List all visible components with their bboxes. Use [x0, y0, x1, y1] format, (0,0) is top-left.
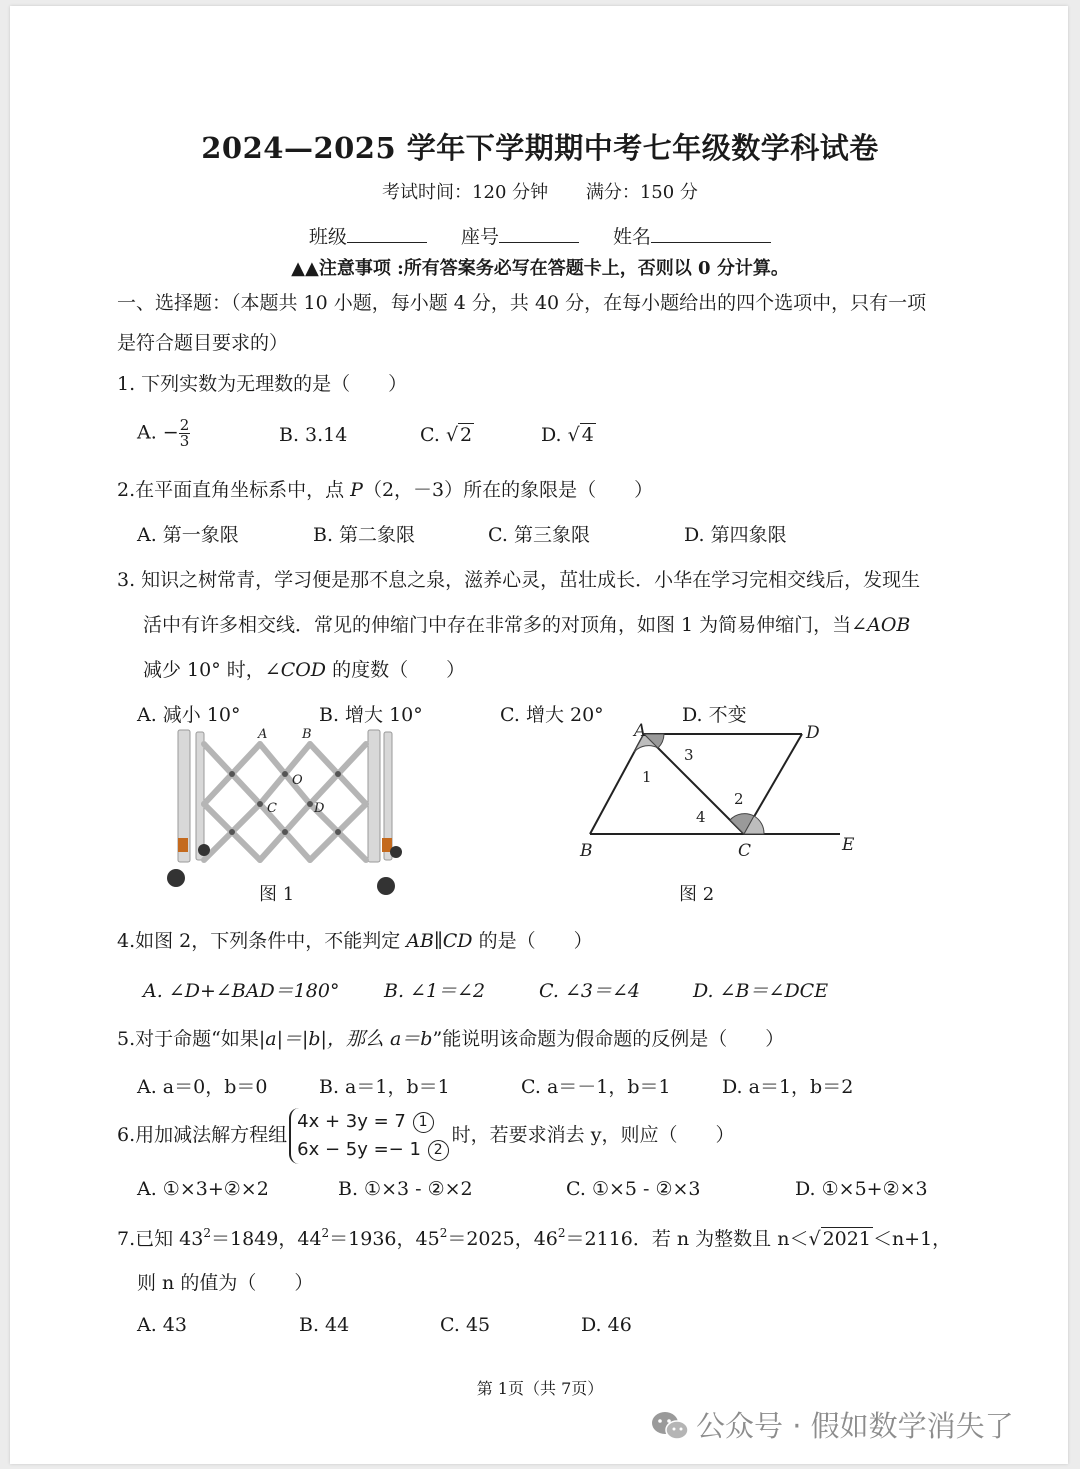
- q4-stem-var: AB∥CD: [406, 930, 473, 952]
- q6-option-d: D. ①×5+②×3: [795, 1178, 928, 1200]
- q6-eq2-text: 6x − 5y =− 1: [297, 1139, 421, 1160]
- fig2-angle-1: 1: [642, 768, 652, 786]
- q3-option-c: C. 增大 20°: [500, 704, 604, 726]
- fig1-label-c: C: [267, 801, 277, 816]
- q1-option-d: [541, 424, 596, 446]
- q7-option-c: C. 45: [440, 1314, 491, 1336]
- q4-stem: [117, 926, 593, 953]
- q7-p3: ＝2025，46: [447, 1228, 558, 1250]
- q7-option-d: D. 46: [581, 1314, 632, 1336]
- q3-line1: 3. 知识之树常青，学习便是那不息之泉，滋养心灵，茁壮成长．小华在学习完相交线后，发现生: [117, 569, 921, 591]
- q2-option-a: A. 第一象限: [137, 524, 239, 546]
- figure1-caption: 图 1: [259, 884, 295, 905]
- figure2-caption: 图 2: [679, 884, 715, 905]
- q7-line2: 则 n 的值为（ ）: [137, 1272, 314, 1294]
- q4-stem-pre: 4.如图 2，下列条件中，不能判定: [117, 930, 407, 952]
- q3-line3: [143, 655, 465, 682]
- q6-eq2: [297, 1136, 450, 1164]
- seat-label: 座号: [460, 226, 499, 248]
- name-label: 姓名: [613, 226, 652, 248]
- watermark: [650, 1404, 1014, 1445]
- gate-wheel-right-back-icon: [390, 846, 402, 858]
- q6-eq1-mark: 1: [413, 1112, 434, 1133]
- gate-left-post-inner: [196, 732, 204, 860]
- student-fields: [0, 222, 1080, 249]
- q6-option-c: C. ①×5 - ②×3: [566, 1178, 701, 1200]
- gate-wheel-left-icon: [167, 869, 185, 887]
- q7-p2: ＝1936，45: [329, 1228, 440, 1250]
- fig2-line-ac: [644, 734, 744, 834]
- q3-option-a: A. 减小 10°: [137, 704, 241, 726]
- q7-radicand: 2021: [822, 1228, 871, 1250]
- q7-option-a: A. 43: [137, 1314, 187, 1336]
- q3-line3-pre: 减少 10° 时，∠: [143, 659, 281, 681]
- q7-exp4: 2: [557, 1226, 566, 1240]
- q2-stem-var: P: [350, 479, 363, 501]
- q2-option-c: C. 第三象限: [488, 524, 590, 546]
- q6-stem: [117, 1108, 734, 1164]
- q3-line3-var: COD: [280, 659, 327, 681]
- q1-d-radicand: 4: [581, 424, 594, 446]
- q3-option-d: D. 不变: [682, 704, 747, 726]
- fig2-angle-3: 3: [684, 746, 694, 764]
- q6-stem-post: 时，若要求消去 y，则应（ ）: [451, 1124, 735, 1146]
- q1-a-num: 2: [179, 416, 190, 434]
- q7-p1: ＝1849，44: [211, 1228, 322, 1250]
- q7-exp3: 2: [439, 1226, 448, 1240]
- q5-stem: [117, 1024, 784, 1051]
- q4-option-a: A. ∠D+∠BAD＝180°: [143, 980, 340, 1002]
- q3-line2-pre: 活中有许多相交线．常见的伸缩门中存在非常多的对顶角，如图 1 为简易伸缩门，当∠: [143, 614, 868, 636]
- exam-title: 2024—2025 学年下学期期中考七年级数学科试卷: [201, 131, 879, 165]
- q1-d-label: D. √: [541, 424, 580, 446]
- figure1-retractable-gate: [160, 720, 420, 900]
- class-label: 班级: [308, 226, 347, 248]
- q6-eq1-text: 4x + 3y = 7: [297, 1111, 406, 1132]
- q2-stem: [117, 475, 653, 502]
- q5-option-c: C. a＝－1，b＝1: [521, 1076, 671, 1098]
- gate-left-foot: [178, 838, 188, 852]
- q4-option-c: C. ∠3＝∠4: [539, 980, 640, 1002]
- full-score: 满分：150 分: [585, 182, 698, 203]
- watermark-text: 公众号 · 假如数学消失了: [696, 1409, 1014, 1443]
- class-blank[interactable]: [347, 224, 427, 243]
- page-number: 第 1页（共 7页）: [476, 1379, 604, 1398]
- name-blank[interactable]: [651, 224, 771, 243]
- q3-line2: [143, 610, 910, 637]
- gate-right-post-outer: [368, 730, 380, 862]
- q2-option-d: D. 第四象限: [684, 524, 787, 546]
- q7-pre: 7.已知 43: [117, 1228, 204, 1250]
- fig2-label-e: E: [842, 835, 855, 855]
- q5-option-b: B. a＝1，b＝1: [319, 1076, 450, 1098]
- q5-stem-post: ”能说明该命题为假命题的反例是（ ）: [432, 1028, 785, 1050]
- q1-a-den: 3: [179, 432, 190, 450]
- q4-option-d: D. ∠B＝∠DCE: [693, 980, 829, 1002]
- q5-stem-pre: 5.对于命题“如果|: [117, 1028, 266, 1050]
- fig1-label-d: D: [314, 801, 325, 816]
- q1-stem: 1. 下列实数为无理数的是（ ）: [117, 373, 408, 395]
- q7-p5: ＜n+1，: [872, 1228, 952, 1250]
- section1-instructions-line1: 一、选择题：（本题共 10 小题，每小题 4 分，共 40 分，在每小题给出的四个选项中，只有一项: [117, 292, 927, 314]
- gate-wheel-right-icon: [377, 877, 395, 895]
- q1-a-fraction: [179, 418, 191, 449]
- q3-line2-var: AOB: [867, 614, 911, 636]
- fig2-label-b: B: [580, 841, 593, 861]
- gate-lattice: [204, 744, 366, 860]
- q6-eq2-mark: 2: [428, 1140, 449, 1161]
- q6-option-a: A. ①×3+②×2: [137, 1178, 269, 1200]
- seat-blank[interactable]: [499, 224, 579, 243]
- q1-option-c: [420, 424, 474, 446]
- q1-option-a: [137, 418, 190, 449]
- q3-option-b: B. 增大 10°: [319, 704, 423, 726]
- gate-wheel-left-back-icon: [198, 844, 210, 856]
- fig1-label-b: B: [302, 727, 312, 742]
- figure2-parallelogram: [570, 718, 870, 868]
- q7-exp2: 2: [321, 1226, 330, 1240]
- q7-p4: ＝2116．若 n 为整数且 n＜√: [565, 1228, 821, 1250]
- q4-option-b: B. ∠1＝∠2: [384, 980, 486, 1002]
- q6-option-b: B. ①×3 - ②×2: [338, 1178, 473, 1200]
- q1-c-radicand: 2: [460, 424, 473, 446]
- q7-exp1: 2: [203, 1226, 211, 1240]
- q1-a-label: A. −: [137, 421, 179, 444]
- q6-stem-pre: 6.用加减法解方程组: [117, 1124, 288, 1146]
- q2-option-b: B. 第二象限: [313, 524, 416, 546]
- fig2-label-d: D: [806, 723, 820, 743]
- fig2-angle-4: 4: [696, 808, 706, 826]
- q1-c-label: C. √: [420, 424, 459, 446]
- exam-time: 考试时间：120 分钟: [382, 182, 549, 203]
- q6-equation-system: [289, 1108, 450, 1164]
- exam-info: [0, 178, 1080, 204]
- fig2-label-a: A: [634, 721, 647, 741]
- q2-stem-post: （2，－3）所在的象限是（ ）: [362, 479, 654, 501]
- fig1-label-o: O: [292, 773, 303, 788]
- section1-instructions-line2: 是符合题目要求的）: [117, 332, 289, 354]
- q6-eq1: [297, 1108, 450, 1136]
- fig1-label-a: A: [258, 727, 268, 742]
- q5-stem-mid: a|＝|b|，那么 a＝b: [265, 1028, 433, 1050]
- q4-stem-post: 的是（ ）: [472, 930, 593, 952]
- fig2-label-c: C: [738, 841, 752, 861]
- q5-option-d: D. a＝1，b＝2: [722, 1076, 854, 1098]
- notice: ▲▲注意事项 :所有答案务必写在答题卡上，否则以 0 分计算。: [291, 258, 789, 279]
- q2-stem-pre: 2.在平面直角坐标系中，点: [117, 479, 351, 501]
- q7-option-b: B. 44: [299, 1314, 350, 1336]
- q1-option-b: B. 3.14: [279, 424, 348, 446]
- q3-line3-post: 的度数（ ）: [326, 659, 466, 681]
- fig2-angle-2: 2: [734, 790, 744, 808]
- q7-line1: [117, 1224, 951, 1251]
- wechat-icon: [650, 1410, 690, 1442]
- q5-option-a: A. a＝0，b＝0: [137, 1076, 268, 1098]
